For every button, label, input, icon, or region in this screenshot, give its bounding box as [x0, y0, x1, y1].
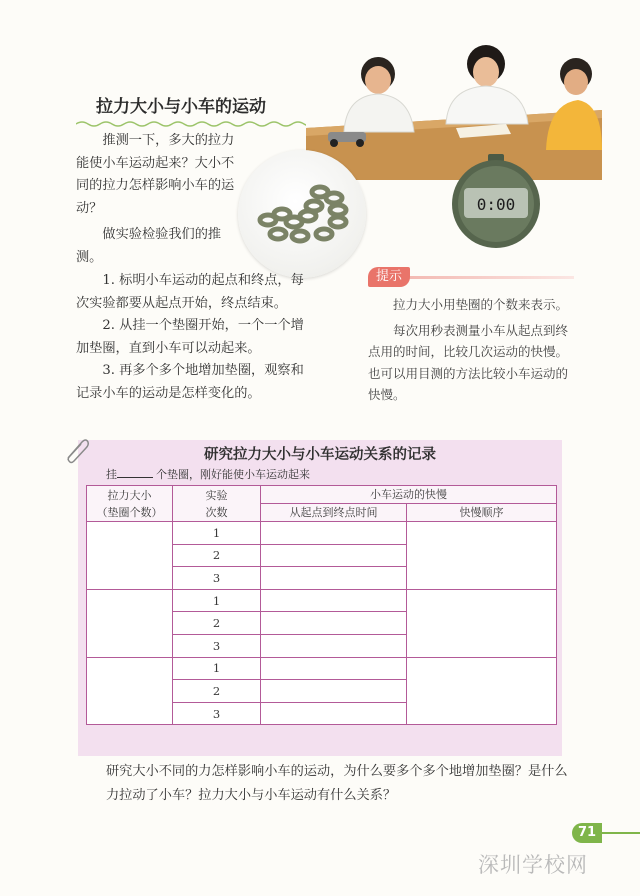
time-cell[interactable] [261, 589, 407, 612]
time-cell[interactable] [261, 544, 407, 567]
step-3: 3. 再多个多个地增加垫圈，观察和记录小车的运动是怎样变化的。 [76, 363, 304, 401]
trial-number: 3 [173, 634, 261, 657]
washers-icon [238, 150, 366, 278]
title-underline [76, 120, 326, 128]
tip-paragraph-1: 拉力大小用垫圈的个数来表示。 [393, 297, 569, 312]
header-speed: 小车运动的快慢 [261, 486, 557, 504]
stopwatch-icon [448, 154, 544, 250]
header-force-line1: 拉力大小 [107, 488, 152, 502]
order-cell[interactable] [407, 522, 557, 590]
trial-number: 2 [173, 544, 261, 567]
header-trial-line2: 次数 [205, 505, 228, 519]
force-cell[interactable] [87, 657, 173, 725]
time-cell[interactable] [261, 612, 407, 635]
trial-number: 1 [173, 589, 261, 612]
watermark: 深圳学校网 [478, 853, 588, 877]
trial-number: 1 [173, 657, 261, 680]
intro-paragraph [76, 130, 236, 220]
time-cell[interactable] [261, 634, 407, 657]
header-trial-line1: 实验 [205, 488, 228, 502]
order-cell[interactable] [407, 589, 557, 657]
tip-text [368, 294, 580, 410]
force-cell[interactable] [87, 522, 173, 590]
trial-number: 2 [173, 612, 261, 635]
record-table-subtitle [106, 466, 310, 482]
force-cell[interactable] [87, 589, 173, 657]
trial-number: 3 [173, 702, 261, 725]
page-number: 71 [572, 823, 602, 843]
step-1: 1. 标明小车运动的起点和终点，每次实验都要从起点开始，终点结束。 [76, 273, 304, 311]
time-cell[interactable] [261, 657, 407, 680]
intro-question: 推测一下，多大的拉力能使小车运动起来？大小不同的拉力怎样影响小车的运动？ [76, 133, 235, 216]
record-table [86, 485, 557, 725]
time-cell[interactable] [261, 680, 407, 703]
time-cell[interactable] [261, 522, 407, 545]
time-cell[interactable] [261, 567, 407, 590]
washers-image [238, 150, 366, 278]
step-2: 2. 从挂一个垫圈开始，一个一个增加垫圈，直到小车可以动起来。 [76, 318, 304, 356]
experiment-steps [76, 270, 316, 405]
svg-text:0:00: 0:00 [476, 195, 516, 214]
washer-count-blank [117, 467, 153, 478]
time-cell[interactable] [261, 702, 407, 725]
header-trial [173, 486, 261, 522]
trial-number: 3 [173, 567, 261, 590]
page-number-line [602, 832, 640, 834]
tip-paragraph-2: 每次用秒表测量小车从起点到终点用的时间，比较几次运动的快慢。也可以用目测的方法比较小车运动的快慢。 [368, 322, 569, 402]
order-cell[interactable] [407, 657, 557, 725]
header-time: 从起点到终点时间 [261, 504, 407, 522]
tip-divider [404, 276, 574, 279]
subtitle-suffix: 个垫圈，刚好能使小车运动起来 [156, 468, 310, 481]
record-table-title: 研究拉力大小与小车运动关系的记录 [204, 446, 436, 463]
intro-instruction-text: 做实验检验我们的推测。 [76, 227, 222, 265]
trial-number: 2 [173, 680, 261, 703]
subtitle-prefix: 挂 [106, 468, 117, 481]
lesson-title: 拉力大小与小车的运动 [96, 97, 266, 117]
header-order: 快慢顺序 [407, 504, 557, 522]
header-force [87, 486, 173, 522]
trial-number: 1 [173, 522, 261, 545]
header-force-line2: （垫圈个数） [96, 505, 163, 519]
tip-badge: 提示 [368, 267, 410, 287]
intro-instruction [76, 224, 236, 269]
discussion-questions: 研究大小不同的力怎样影响小车的运动，为什么要多个多个地增加垫圈？是什么力拉动了小车？拉力大小与小车运动有什么关系？ [106, 764, 568, 803]
